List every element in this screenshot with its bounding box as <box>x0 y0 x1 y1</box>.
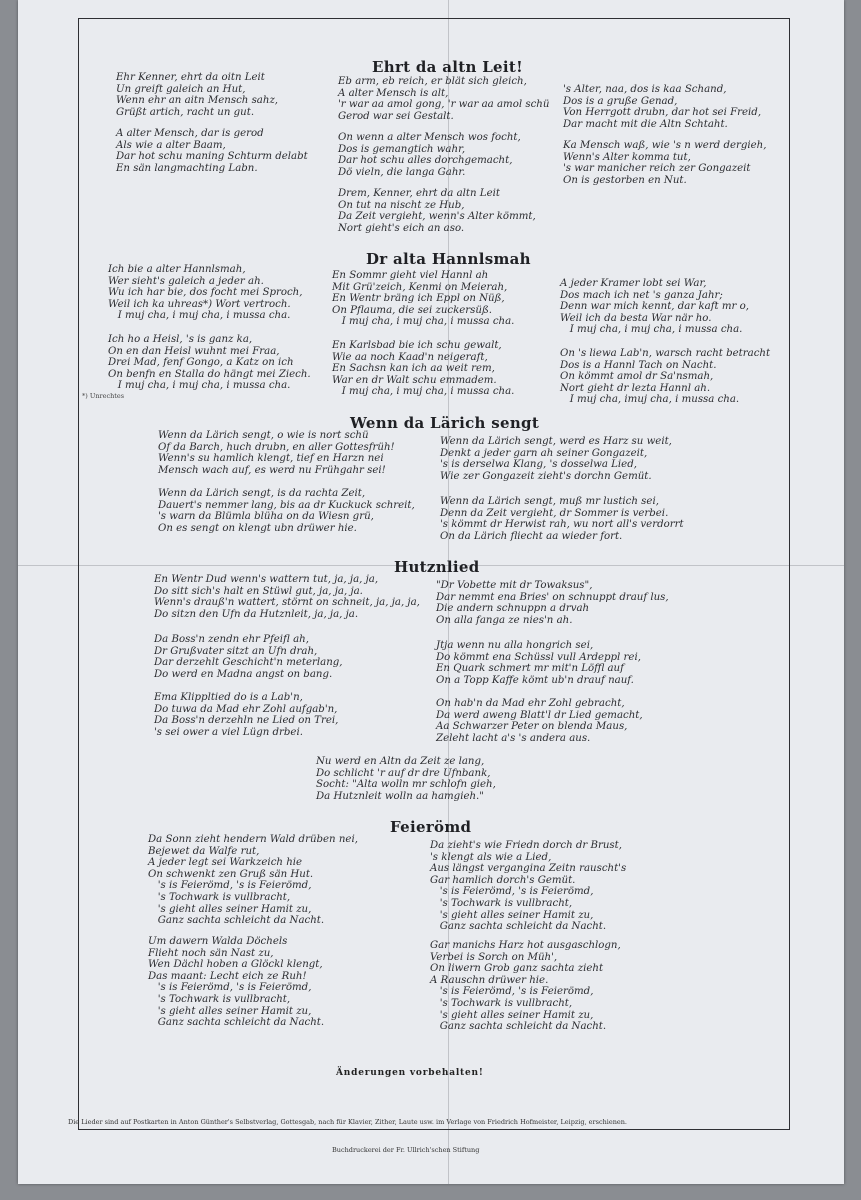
verse-line: Drem, Kenner, ehrt da altn Leit <box>338 188 500 199</box>
verse-line: Ganz sachta schleicht da Nacht. <box>430 1021 607 1033</box>
stanza <box>148 936 324 1029</box>
verse-line: 's Tochwark is vullbracht, <box>148 891 291 903</box>
verse-line: Flieht noch sän Nast zu, <box>148 947 274 959</box>
verse-line: Dar hot schu maning Schturm delabt <box>116 151 308 163</box>
verse-line: Da werd aweng Blatt'l dr Lied gemacht, <box>436 709 643 721</box>
verse-line: Ich bie a alter Hannlsmah, <box>108 264 246 275</box>
verse-line: Von Herrgott drubn, dar hot sei Freid, <box>563 107 762 119</box>
verse-line: Do kömmt ena Schüssl vull Ardeppl rei, <box>436 651 641 663</box>
verse-line: Dar nemmt ena Bries' on schnuppt drauf lus, <box>436 591 669 603</box>
verse-line: Die andern schnuppn a drvah <box>436 603 590 615</box>
verse-line: Ka Mensch waß, wie 's n werd dergieh, <box>563 140 767 151</box>
verse-line: Wer sieht's galeich a jeder ah. <box>108 275 264 287</box>
verse-line: Nort gieht's eich an aso. <box>338 222 465 234</box>
verse-line: Dar macht mit die Altn Schtaht. <box>563 118 728 130</box>
verse-line: Dauert's nemmer lang, bis aa dr Kuckuck schreit, <box>158 499 415 511</box>
verse-line: Un greift galeich an Hut, <box>116 83 246 95</box>
stanza <box>560 278 749 336</box>
stanza <box>338 132 521 178</box>
stanza <box>154 574 420 620</box>
verse-line: Ganz sachta schleicht da Nacht. <box>148 915 325 927</box>
verse-line: En Sachsn kan ich aa weit rem, <box>332 363 495 375</box>
verse-line: 's gieht alles seiner Hamit zu, <box>430 909 594 921</box>
verse-line: On a Topp Kaffe kömt ub'n drauf nauf. <box>436 674 634 686</box>
verse-line: En sän langmachting Labn. <box>116 162 258 174</box>
verse-line: Wenn da Lärich sengt, is da rachta Zeit, <box>158 488 366 499</box>
verse-line: On is gestorben en Nut. <box>563 174 687 186</box>
verse-line: 's gieht alles seiner Hamit zu, <box>430 1009 594 1021</box>
verse-line: Denn da Zeit vergieht, dr Sommer is verbei. <box>440 507 669 519</box>
verse-line: Wu ich har bie, dos focht mei Sproch, <box>108 287 303 299</box>
verse-line: Denkt a jeder garn ah seiner Gongazeit, <box>440 447 648 459</box>
verse-line: On benfn en Stalla do hängt mei Ziech. <box>108 368 311 380</box>
song-title: Wenn da Lärich sengt <box>350 414 540 432</box>
printer-line: Buchdruckerei der Fr. Ullrich'schen Stiftung <box>332 1146 480 1154</box>
verse-line: A jeder legt sei Warkzeich hie <box>148 857 303 869</box>
verse-line: Dos is a gruße Genad, <box>563 95 678 107</box>
verse-line: 's is derselwa Klang, 's dosselwa Lied, <box>440 459 637 471</box>
verse-line: On da Lärich fliecht aa wieder fort. <box>440 530 623 542</box>
verse-line: Wenn's drauß'n wattert, störnt on schneit, ja, ja, ja, <box>154 597 420 609</box>
verse-line: A alter Mensch, dar is gerod <box>116 128 264 139</box>
verse-line: Aus längst vergangina Zeitn rauscht's <box>430 863 627 875</box>
song-title: Dr alta Hannlsmah <box>366 250 531 268</box>
verse-line: Verbei is Sorch on Müh', <box>430 951 558 963</box>
verse-line: War en dr Walt schu emmadem. <box>332 374 497 386</box>
stanza <box>430 840 626 933</box>
verse-line: Wenn da Lärich sengt, o wie is nort schü <box>158 430 369 441</box>
verse-line: Wenn ehr an aitn Mensch sahz, <box>116 95 279 107</box>
verse-line: En Wentr Dud wenn's wattern tut, ja, ja, ja, <box>154 574 379 585</box>
verse-line: Dos is gemangtich wahr, <box>338 143 466 155</box>
verse-line: 'r war aa amol gong, 'r war aa amol schü <box>338 99 550 111</box>
verse-line: Wenn da Lärich sengt, muß mr lustich sei, <box>440 496 659 507</box>
stanza <box>436 640 641 686</box>
verse-line: 's warn da Blümla blüha on da Wiesn grü, <box>158 511 374 523</box>
verse-line: Socht: "Alta wolln mr schlofn gieh, <box>316 779 496 791</box>
stanza <box>338 76 549 122</box>
verse-line: Dos is a Hannl Tach on Nacht. <box>560 359 717 371</box>
verse-line: Da Hutznleit wolln aa hamgieh." <box>316 790 484 802</box>
stanza <box>436 698 643 744</box>
stanza <box>116 72 278 118</box>
verse-line: Ehr Kenner, ehrt da oitn Leit <box>116 72 265 83</box>
stanza <box>440 436 672 482</box>
verse-line: On hab'n da Mad ehr Zohl gebracht, <box>436 698 625 709</box>
verse-line: Dr Grußvater sitzt an Ufn drah, <box>154 645 318 657</box>
stanza <box>332 270 514 328</box>
verse-line: I muj cha, i muj cha, i mussa cha. <box>108 380 291 392</box>
verse-line: On es sengt on klengt ubn drüwer hie. <box>158 522 357 534</box>
verse-line: Dö vieln, die langa Gahr. <box>338 166 466 178</box>
stanza <box>154 634 343 680</box>
verse-line: I muj cha, i muj cha, i mussa cha. <box>560 324 743 336</box>
verse-line: Denn war mich kennt, dar kaft mr o, <box>560 301 749 313</box>
verse-line: Do werd en Madna angst on bang. <box>154 668 333 680</box>
verse-line: On liwern Grob ganz sachta zieht <box>430 963 604 975</box>
verse-line: I muj cha, i muj cha, i mussa cha. <box>332 316 515 328</box>
verse-line: Wenn da Lärich sengt, werd es Harz su weit, <box>440 436 672 447</box>
verse-line: On alla fanga ze nies'n ah. <box>436 614 573 626</box>
verse-line: On Pflauma, die sei zuckersüß. <box>332 304 492 316</box>
stanza <box>332 340 514 398</box>
verse-line: 's is Feierömd, 's is Feierömd, <box>430 986 594 998</box>
stanza <box>116 128 308 174</box>
stanza <box>154 692 338 738</box>
stanza <box>108 334 311 392</box>
verse-line: 's war manicher reich zer Gongazeit <box>563 163 751 175</box>
stanza <box>108 264 302 322</box>
verse-line: Aa Schwarzer Peter on blenda Maus, <box>436 721 628 733</box>
verse-line: Als wie a alter Baam, <box>116 139 226 151</box>
verse-line: On wenn a alter Mensch wos focht, <box>338 132 521 143</box>
verse-line: Do sitt sich's halt en Stüwl gut, ja, ja, ja. <box>154 585 363 597</box>
verse-line: Do sitzn den Ufn da Hutznleit, ja, ja, ja. <box>154 608 359 620</box>
verse-line: On kömmt amol dr Sa'nsmah, <box>560 371 714 383</box>
verse-line: Wenn's Alter komma tut, <box>563 151 691 163</box>
verse-line: "Dr Vobette mit dr Towaksus", <box>436 580 593 591</box>
stanza <box>148 834 358 927</box>
verse-line: Ema Klippltied do is a Lab'n, <box>154 692 303 703</box>
verse-line: Gar hamlich dorch's Gemüt. <box>430 874 576 886</box>
stanza <box>316 756 496 802</box>
verse-line: On 's liewa Lab'n, warsch racht betracht <box>560 348 771 359</box>
verse-line: En Sommr gieht viel Hannl ah <box>332 270 489 281</box>
verse-line: Da Sonn zieht hendern Wald drüben nei, <box>148 834 358 845</box>
verse-line: 's Tochwark is vullbracht, <box>430 997 573 1009</box>
verse-line: En Quark schmert mr mit'n Löffl auf <box>436 663 624 675</box>
song-title: Hutznlied <box>394 558 480 576</box>
stanza <box>158 430 395 476</box>
verse-line: 's klengt als wie a Lied, <box>430 851 552 863</box>
verse-line: 's gieht alles seiner Hamit zu, <box>148 903 312 915</box>
verse-line: I muj cha, imuj cha, i mussa cha. <box>560 394 740 406</box>
verse-line: Da Zeit vergieht, wenn's Alter kömmt, <box>338 211 536 223</box>
stanza <box>563 140 766 186</box>
verse-line: Da Boss'n derzehln ne Lied on Trei, <box>154 715 339 727</box>
verse-line: A jeder Kramer lobt sei War, <box>560 278 707 289</box>
verse-line: En Wentr bräng ich Eppl on Nüß, <box>332 293 505 305</box>
printed-sheet <box>18 0 844 1184</box>
stanza <box>440 496 684 542</box>
song-title: Ehrt da altn Leit! <box>372 58 523 76</box>
verse-line: Ganz sachta schleicht da Nacht. <box>148 1017 325 1029</box>
verse-line: 's gieht alles seiner Hamit zu, <box>148 1005 312 1017</box>
verse-line: Nort gieht dr lezta Hannl ah. <box>560 382 711 394</box>
verse-line: Ganz sachta schleicht da Nacht. <box>430 921 607 933</box>
verse-line: I muj cha, i muj cha, i mussa cha. <box>108 310 291 322</box>
verse-line: Mensch wach auf, es werd nu Frühgahr sei! <box>158 464 386 476</box>
verse-line: I muj cha, i muj cha, i mussa cha. <box>332 386 515 398</box>
verse-line: Dar derzehlt Geschicht'n meterlang, <box>154 657 343 669</box>
verse-line: Nu werd en Altn da Zeit ze lang, <box>316 756 485 767</box>
verse-line: 's is Feierömd, 's is Feierömd, <box>148 982 312 994</box>
verse-line: Of da Barch, huch drubn, en aller Gottesfrüh! <box>158 441 395 453</box>
verse-line: Mit Grü'zeich, Kenmi on Meierah, <box>332 281 508 293</box>
verse-line: Dar hot schu alles dorchgemacht, <box>338 155 513 167</box>
stanza <box>563 84 761 130</box>
verse-line: Zeleht lacht a's 's andera aus. <box>436 732 591 744</box>
stanza <box>436 580 669 626</box>
verse-line: Eb arm, eb reich, er blät sich gleich, <box>338 76 527 87</box>
verse-line: 's is Feierömd, 's is Feierömd, <box>430 886 594 898</box>
stanza <box>158 488 415 534</box>
verse-line: Da Boss'n zendn ehr Pfeifl ah, <box>154 634 309 645</box>
verse-line: Do tuwa da Mad ehr Zohl aufgab'n, <box>154 703 338 715</box>
verse-line: Wie zer Gongazeit zieht's dorchn Gemüt. <box>440 470 652 482</box>
verse-line: Drei Mad, fenf Gongo, a Katz on ich <box>108 357 294 369</box>
verse-line: Gerod war sei Gestalt. <box>338 110 454 122</box>
verse-line: Grüßt artich, racht un gut. <box>116 106 255 118</box>
verse-line: Wenn's su hamlich klengt, tief en Harzn nei <box>158 453 384 465</box>
song-title: Feierömd <box>390 818 472 836</box>
verse-line: Jtja wenn nu alla hongrich sei, <box>436 640 594 651</box>
verse-line: Do schlicht 'r auf dr dre Ufnbank, <box>316 767 491 779</box>
verse-line: A Rauschn drüwer hie. <box>430 974 549 986</box>
verse-line: 's sei ower a viel Lügn drbei. <box>154 726 303 738</box>
verse-line: A alter Mensch is alt, <box>338 87 449 99</box>
stanza <box>338 188 536 234</box>
verse-line: En Karlsbad bie ich schu gewalt, <box>332 340 502 351</box>
verse-line: Wen Dächl hoben a Glöckl klengt, <box>148 959 323 971</box>
verse-line: Das maant: Lecht eich ze Ruh! <box>148 970 307 982</box>
verse-line: Weil ich ka uhreas*) Wort vertroch. <box>108 298 291 310</box>
verse-line: Weil ich da besta War när ho. <box>560 312 712 324</box>
verse-line: Dos mach ich net 's ganza Jahr; <box>560 289 723 301</box>
verse-line: Um dawern Walda Döchels <box>148 936 288 947</box>
publisher-line: Die Lieder sind auf Postkarten in Anton Günther's Selbstverlag, Gottesgab, nach für Klavier, Zither, Laute usw. im Verlage von Friedrich Hofmeister, Leipzig, erschienen. <box>68 1118 627 1126</box>
verse-line: Ich ho a Heisl, 's is ganz ka, <box>108 334 253 345</box>
footnote: *) Unrechtes <box>82 392 125 400</box>
stanza <box>560 348 770 406</box>
verse-line: On tut na nischt ze Hub, <box>338 199 465 211</box>
stanza <box>430 940 621 1033</box>
verse-line: 's Tochwark is vullbracht, <box>430 897 573 909</box>
verse-line: 's is Feierömd, 's is Feierömd, <box>148 880 312 892</box>
verse-line: Wie aa noch Kaad'n neigeraft, <box>332 351 488 363</box>
verse-line: Da zieht's wie Friedn dorch dr Brust, <box>430 840 622 851</box>
verse-line: On en dan Heisl wuhnt mei Fraa, <box>108 345 280 357</box>
verse-line: On schwenkt zen Gruß sän Hut. <box>148 868 314 880</box>
verse-line: 's kömmt dr Herwist rah, wu nort all's verdorrt <box>440 519 684 531</box>
notice-text: Änderungen vorbehalten! <box>336 1068 484 1078</box>
verse-line: 's Alter, naa, dos is kaa Schand, <box>563 84 727 95</box>
verse-line: Bejewet da Walfe rut, <box>148 845 260 857</box>
verse-line: Gar manichs Harz hot ausgaschlogn, <box>430 940 621 951</box>
verse-line: 's Tochwark is vullbracht, <box>148 993 291 1005</box>
